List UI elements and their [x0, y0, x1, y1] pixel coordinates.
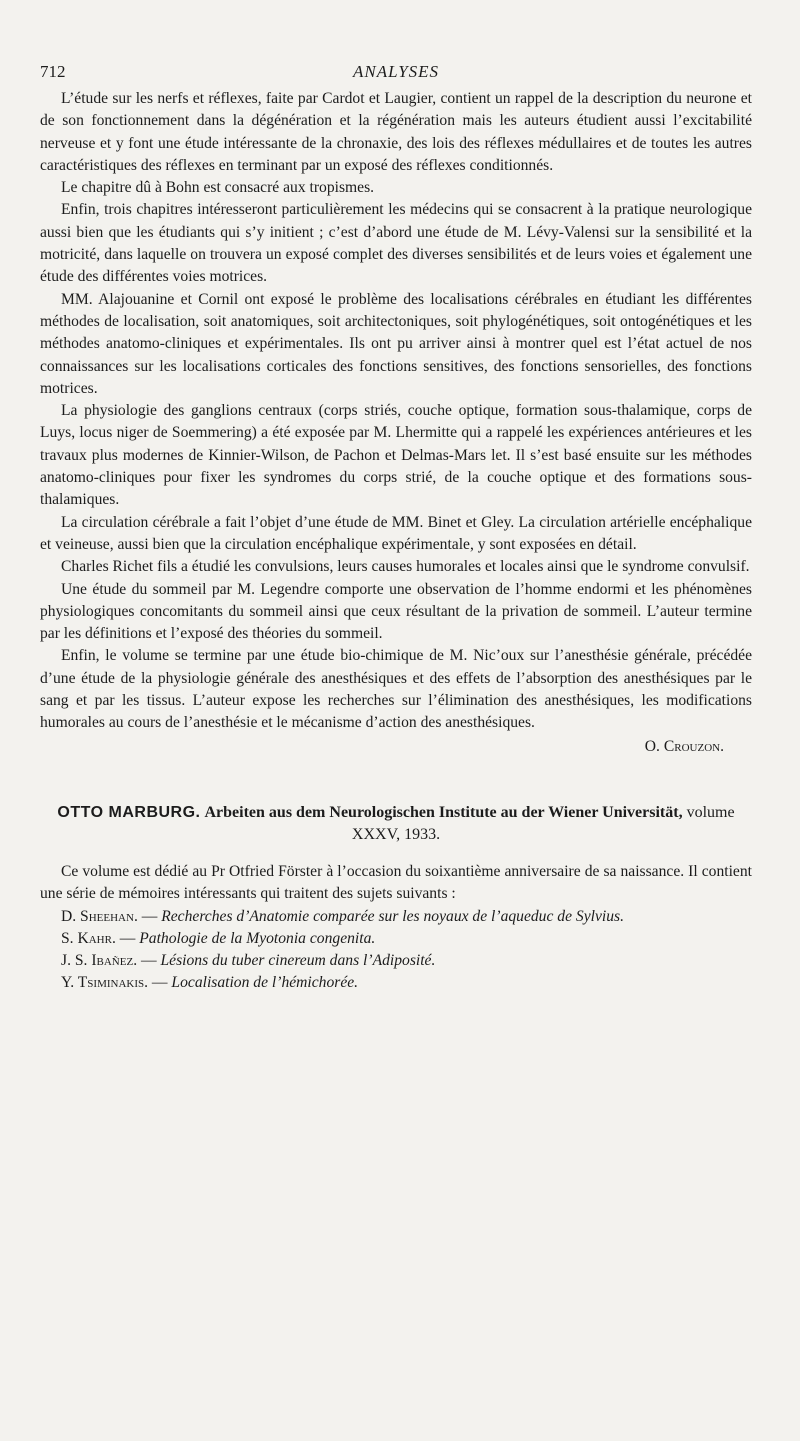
paragraph: Le chapitre dû à Bohn est consacré aux tropismes. [61, 179, 375, 197]
review-author: OTTO MARBURG. [57, 803, 201, 821]
contents-list [40, 906, 752, 995]
entry-author: D. Sheehan. [61, 907, 138, 925]
paragraph: Enfin, le volume se termine par une étude bio-chimique de M. Nic’oux sur l’anesthésie générale, précédée d’une étude de la physiologie générale des anesthésiques et des effets de l’absorption des anesthésiques par le sang et par les tissus. L’auteur expose les recherches sur l’élimination des anesthésiques, les modifications humorales au cours de l’anesthésie et le mécanisme d’action des anesthésiques. [40, 647, 752, 732]
paragraph: La physiologie des ganglions centraux (corps striés, couche optique, formation sous-thalamique, corps de Luys, locus niger de Soemmering) a été exposée par M. Lhermitte qui a rappelé les expériences antérieures et les travaux plus modernes de Kinnier-Wilson, de Pachon et Delmas-Mars let. Il s’est basé ensuite sur les méthodes anatomo-cliniques pour fixer les syndromes du corps strié, de la couche optique et des formations sous-thalamiques. [40, 402, 752, 509]
signature-name: Crouzon. [663, 737, 724, 755]
entry-author: J. S. Ibañez. [61, 952, 138, 970]
entry-title: Localisation de l’hémichorée. [171, 974, 359, 992]
list-item [40, 972, 752, 994]
entry-dash: — [137, 907, 162, 925]
running-head: ANALYSES [352, 62, 440, 81]
paragraph: L’étude sur les nerfs et réflexes, faite par Cardot et Laugier, contient un rappel de la description du neurone et de son fonctionnement dans la dégénération et la régénération mais les auteurs étudient aussi l’excitabilité nerveuse et y font une étude intéressante de la chronaxie, des lois des réflexes médullaires et de toutes les autres caractéristiques des réflexes en terminant par un exposé des réflexes conditionnés. [40, 90, 752, 174]
entry-dash: — [148, 974, 172, 992]
entry-title: Recherches d’Anatomie comparée sur les noyaux de l’aqueduc de Sylvius. [161, 907, 624, 925]
paragraph: Charles Richet fils a étudié les convulsions, leurs causes humorales et locales ainsi que le syndrome convulsif. [61, 558, 750, 576]
article-body [40, 88, 752, 995]
paragraph: Enfin, trois chapitres intéresseront particulièrement les médecins qui se consacrent à la pratique neurologique aussi bien que les étudiants qui s’y initient ; c’est d’abord une étude de M. Lévy-Valensi sur la sensibilité et la motricité, dans laquelle on trouvera un exposé complet des diverses sensibilités et de leurs voies et également une étude des différentes voies motrices. [40, 201, 752, 286]
review-volume: volume XXXV, 1933. [351, 803, 735, 844]
page-header [40, 62, 752, 88]
entry-title: Lésions du tuber cinereum dans l’Adiposité. [160, 952, 436, 970]
review-body [40, 861, 752, 995]
review-intro: Ce volume est dédié au Pr Otfried Förster à l’occasion du soixantième anniversaire de sa naissance. Il contient une série de mémoires intéressants qui traitent des sujets suivants : [40, 862, 752, 903]
signature-initial: O. [644, 737, 660, 755]
entry-dash: — [115, 929, 140, 947]
entry-author: Y. Tsiminakis. [61, 974, 149, 992]
signature [40, 736, 724, 758]
paragraph: MM. Alajouanine et Cornil ont exposé le problème des localisations cérébrales en étudiant les différentes méthodes de localisation, soit anatomiques, soit architectoniques, soit phylogénétiques, soit ontogénétiques et les méthodes anatomo-cliniques et expérimentales. Ils ont pu arriver ainsi à montrer quel est l’état actuel de nos connaissances sur les localisations corticales des fonctions sensitives, des fonctions sensorielles, des fonctions motrices. [40, 290, 752, 397]
list-item [40, 950, 752, 972]
entry-title: Pathologie de la Myotonia congenita. [139, 929, 376, 947]
paragraph: La circulation cérébrale a fait l’objet d’une étude de MM. Binet et Gley. La circulation artérielle encéphalique et veineuse, aussi bien que la circulation encéphalique expérimentale, y sont exposées en détail. [40, 513, 752, 553]
list-item [40, 906, 752, 928]
page-number: 712 [40, 62, 66, 81]
review-title: Arbeiten aus dem Neurologischen Institute au der Wiener Universität, [204, 803, 683, 821]
entry-author: S. Kahr. [61, 929, 116, 947]
entry-dash: — [137, 952, 161, 970]
review-heading [40, 802, 752, 847]
paragraph: Une étude du sommeil par M. Legendre comporte une observation de l’homme endormi et les phénomènes physiologiques concomitants du sommeil ainsi que ceux résultant de la privation de sommeil. L’auteur termine par les définitions et l’exposé des théories du sommeil. [40, 580, 752, 643]
list-item [40, 928, 752, 950]
page [40, 62, 752, 995]
